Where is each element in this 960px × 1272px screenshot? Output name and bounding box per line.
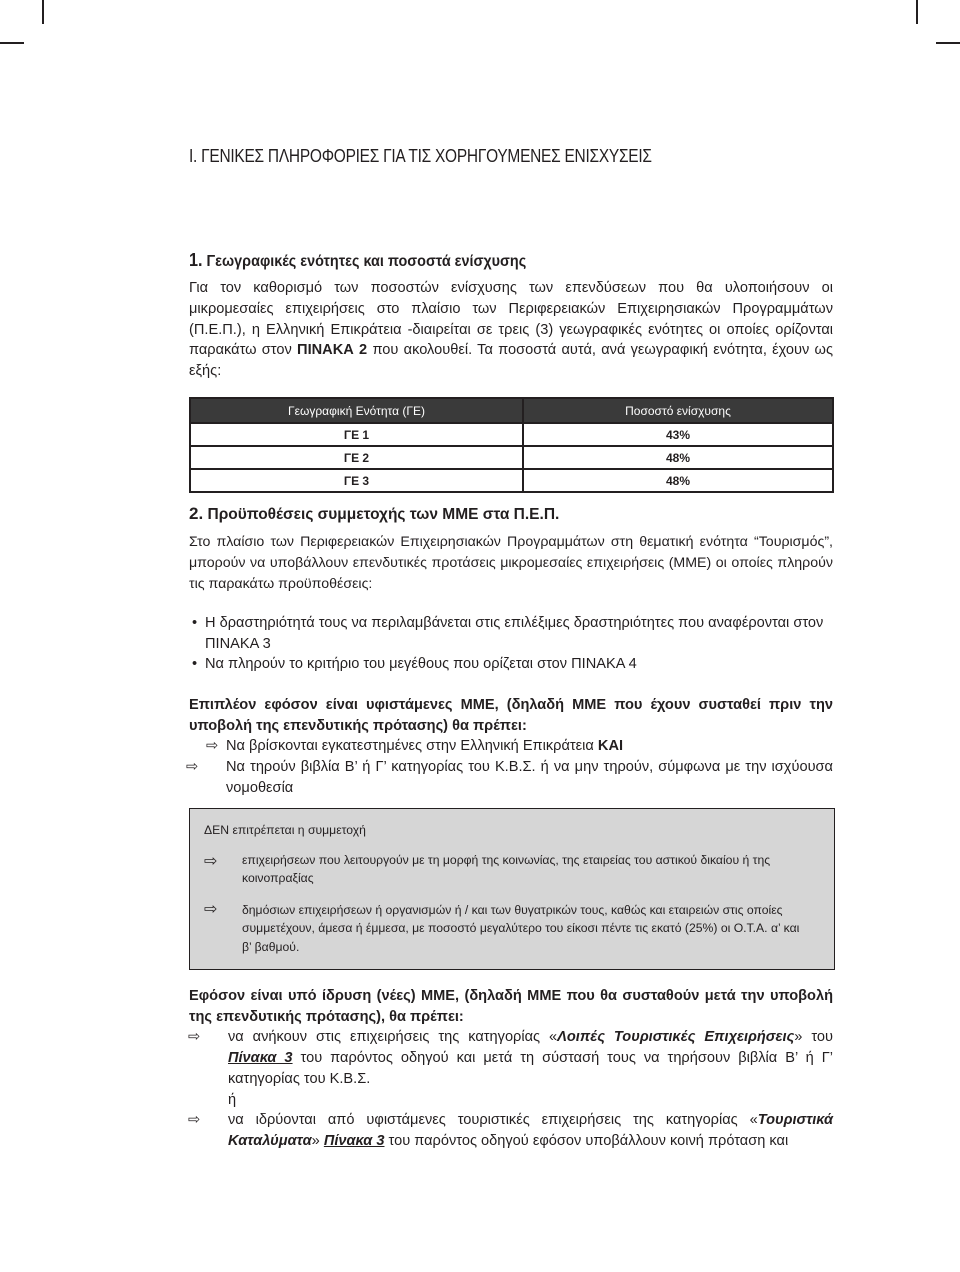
category-name: Λοιπές Τουριστικές Επιχειρήσεις	[557, 1029, 795, 1045]
subsection-2-title: Προϋποθέσεις συμμετοχής των ΜΜΕ στα Π.Ε.Π.	[207, 506, 560, 523]
box-title: ΔΕΝ επιτρέπεται η συμμετοχή	[204, 823, 366, 837]
category-name: Τουριστικά Καταλύματα	[228, 1112, 833, 1149]
condition-text: να ανήκουν στις επιχειρήσεις της κατηγορίας «	[228, 1029, 558, 1045]
bullet-icon: •	[192, 656, 198, 672]
new-smes-heading: Εφόσον είναι υπό ίδρυση (νέες) ΜΜΕ, (δηλαδή ΜΜΕ που θα συσταθούν μετά την υποβολή της επενδυτικής πρότασης), θα πρέπει:	[189, 988, 833, 1025]
condition-text: του παρόντος οδηγού και μετά τη σύστασή τους να τηρήσουν βιβλία Β’ ή Γ’ κατηγορίας του Κ.Β.Σ.	[228, 1049, 833, 1087]
or-separator: ή	[228, 1092, 237, 1108]
cell-ge: ΓΕ 2	[190, 446, 523, 469]
condition-1-and: ΚΑΙ	[597, 738, 624, 754]
header-aid-rate: Ποσοστό ενίσχυσης	[523, 398, 833, 423]
subsection-2-number: 2.	[189, 504, 204, 523]
arrow-right-icon: ⇨	[206, 738, 219, 754]
bullet-icon: •	[192, 615, 198, 631]
table-row	[190, 423, 833, 446]
aid-rate-table	[189, 397, 834, 493]
subsection-1-heading	[189, 250, 526, 271]
arrow-right-icon: ⇨	[204, 853, 218, 870]
subsection-2-heading	[189, 504, 559, 524]
box-item: επιχειρήσεων που λειτουργούν με τη μορφή της κοινωνίας, της εταιρείας του αστικού δικαίου ή της κοινοπραξίας	[242, 853, 771, 886]
cell-ge: ΓΕ 3	[190, 469, 523, 492]
subsection-2-intro: Στο πλαίσιο των Περιφερειακών Επιχειρησιακών Προγραμμάτων στη θεματική ενότητα “Τουρισμός”, μπορούν να υποβάλλουν επενδυτικές προτάσεις μικρομεσαίες επιχειρήσεις (ΜΜΕ) οι οποίες πληρούν τις παρακάτω προϋποθέσεις:	[189, 534, 833, 592]
condition-1-text: Να βρίσκονται εγκατεστημένες στην Ελληνική Επικράτεια	[226, 738, 594, 754]
crop-mark-right-vertical	[916, 0, 918, 24]
cell-pct: 43%	[523, 423, 833, 446]
crop-mark-left-vertical	[42, 0, 44, 24]
header-geographic-unit: Γεωγραφική Ενότητα (ΓΕ)	[190, 398, 523, 423]
new-smes-condition-2	[188, 1110, 833, 1152]
box-item: δημόσιων επιχειρήσεων ή οργανισμών ή / και των θυγατρικών τους, καθώς και εταιρειών στις οποίες συμμετέχουν, άμεσα ή έμμεσα, με ποσοστό μεγαλύτερο του είκοσι πέντε τις εκατό (25%) οι Ο.Τ.Α. α’ και β’ βαθμού.	[242, 903, 800, 954]
arrow-right-icon: ⇨	[188, 1029, 201, 1045]
new-smes-condition-1	[188, 1027, 833, 1089]
condition-text: του παρόντος οδηγού εφόσον υποβάλλουν κοινή πρόταση και	[388, 1132, 789, 1149]
arrow-right-icon: ⇨	[204, 901, 218, 918]
pinaka-3-link[interactable]: Πίνακα 3	[323, 1132, 385, 1149]
arrow-right-icon: ⇨	[186, 759, 199, 775]
paragraph-text-a: Για τον καθορισμό των ποσοστών ενίσχυσης των επενδύσεων που θα υλοποιήσουν οι μικρομεσαίες επιχειρήσεις στο πλαίσιο των Περιφερειακών Επιχειρησιακών Προγραμμάτων (Π.Ε.Π.), η Ελληνική Επικράτεια -διαιρείται σε τρεις (3) γεωγραφικές ενότητες οι οποίες ορίζονται παρακάτω στον	[189, 280, 833, 359]
subsection-1-title: Γεωγραφικές ενότητες και ποσοστά ενίσχυσης	[206, 253, 527, 270]
subsection-1-paragraph	[189, 278, 833, 382]
pinaka-2-ref: ΠΙΝΑΚΑ 2	[297, 342, 368, 359]
section-title: Ι. ΓΕΝΙΚΕΣ ΠΛΗΡΟΦΟΡΙΕΣ ΓΙΑ ΤΙΣ ΧΟΡΗΓΟΥΜΕΝΕΣ ΕΝΙΣΧΥΣΕΙΣ	[189, 146, 652, 166]
condition-2-text: Να τηρούν βιβλία Β’ ή Γ’ κατηγορίας του Κ.Β.Σ. ή να μην τηρούν, σύμφωνα με την ισχύουσα νομοθεσία	[226, 759, 833, 796]
condition-text: να ιδρύονται από υφιστάμενες τουριστικές επιχειρήσεις της κατηγορίας «	[228, 1112, 758, 1128]
crop-mark-left-horizontal	[0, 42, 24, 44]
prohibited-participation-box	[189, 808, 835, 970]
condition-text: »	[311, 1132, 320, 1149]
list-item-text: Να πληρούν το κριτήριο του μεγέθους που ορίζεται στον ΠΙΝΑΚΑ 4	[205, 656, 637, 672]
cell-ge: ΓΕ 1	[190, 423, 523, 446]
cell-pct: 48%	[523, 469, 833, 492]
subsection-1-number: 1.	[189, 250, 203, 270]
existing-condition-1	[206, 736, 833, 757]
table-row	[190, 446, 833, 469]
list-item-text: Η δραστηριότητά τους να περιλαμβάνεται στις επιλέξιμες δραστηριότητες που αναφέρονται στον ΠΙΝΑΚΑ 3	[205, 615, 824, 652]
condition-text: » του	[794, 1029, 833, 1045]
table-row	[190, 469, 833, 492]
crop-mark-right-horizontal	[936, 42, 960, 44]
existing-smes-heading: Επιπλέον εφόσον είναι υφιστάμενες ΜΜΕ, (δηλαδή ΜΜΕ που έχουν συσταθεί πριν την υποβολή της επενδυτικής πρότασης) θα πρέπει:	[189, 697, 833, 734]
paragraph-text-b: που ακολουθεί. Τα ποσοστά αυτά, ανά γεωγραφική ενότητα, έχουν ως εξής:	[189, 342, 833, 380]
cell-pct: 48%	[523, 446, 833, 469]
pinaka-3-link[interactable]: Πίνακα 3	[228, 1049, 293, 1066]
arrow-right-icon: ⇨	[188, 1112, 201, 1128]
existing-condition-2	[186, 757, 833, 799]
table-header-row	[190, 398, 833, 423]
